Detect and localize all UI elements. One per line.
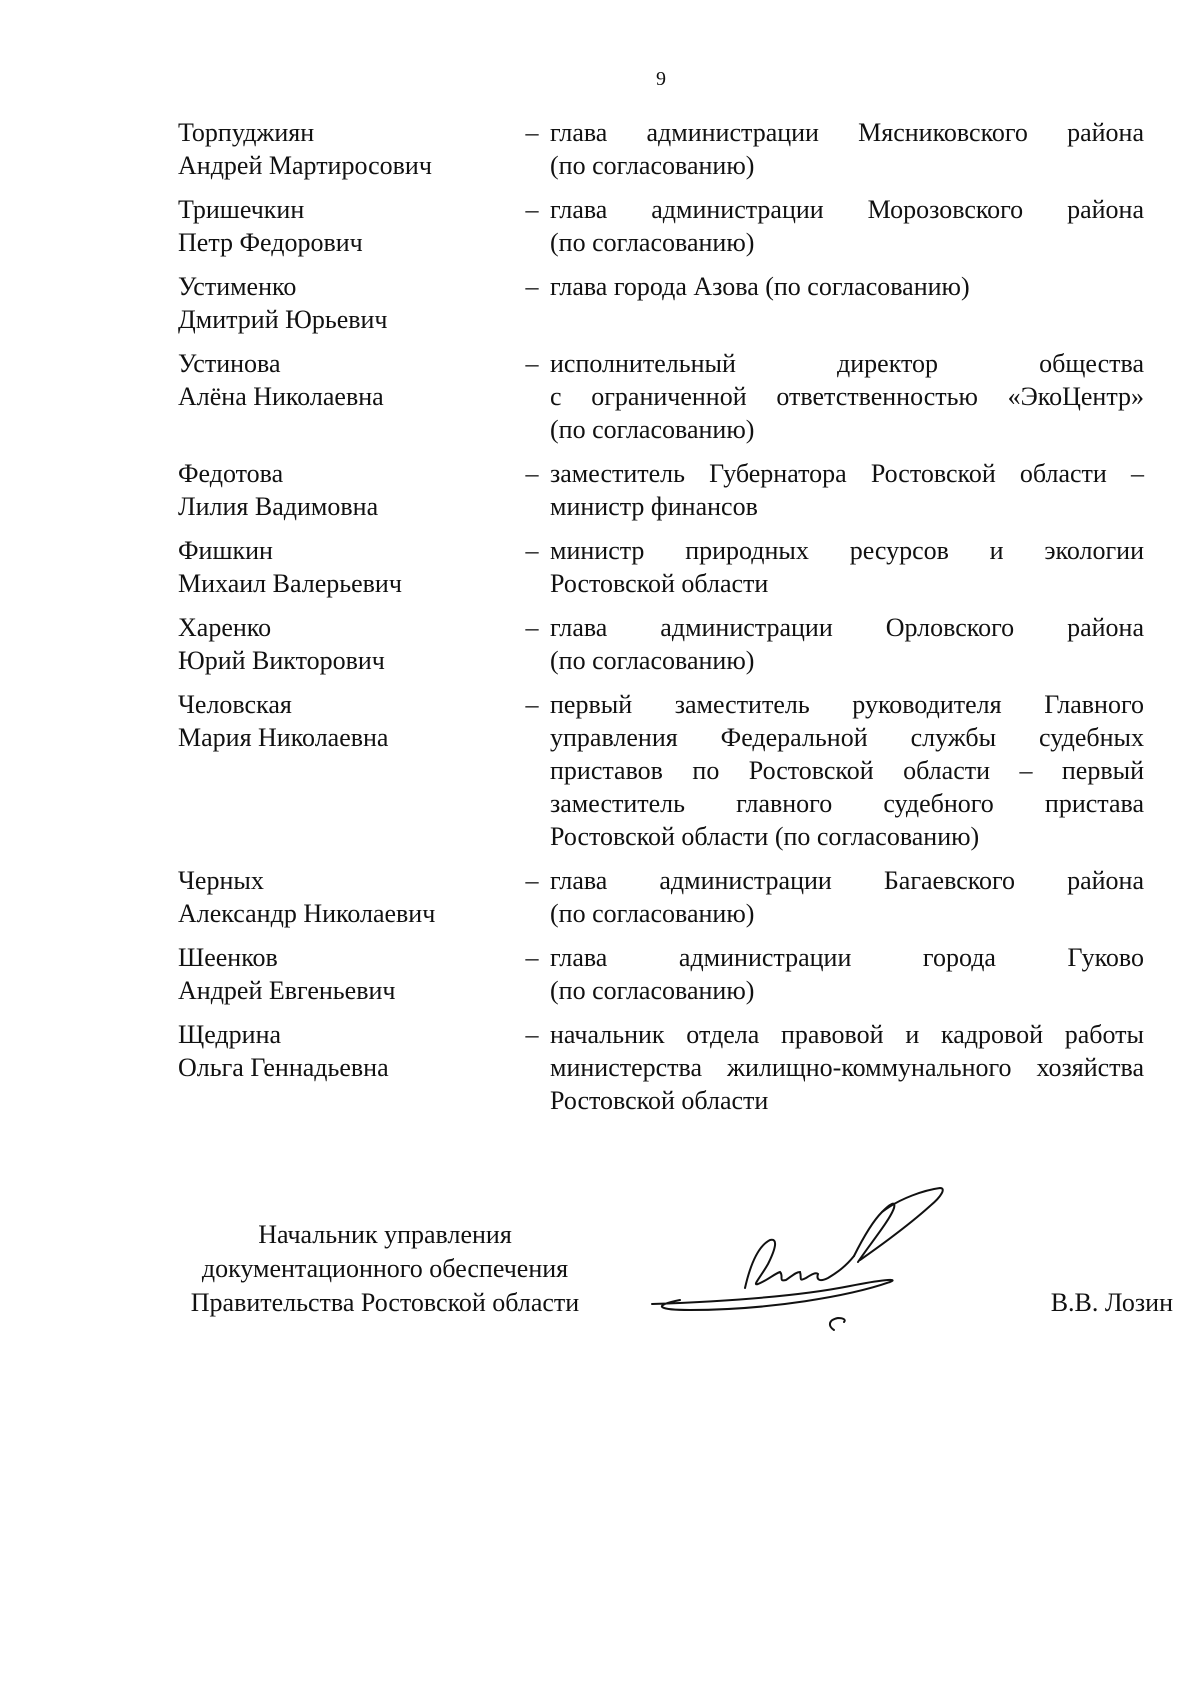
- member-given-names: Алёна Николаевна: [178, 382, 384, 411]
- member-surname: Федотова: [178, 459, 284, 488]
- member-role: [550, 193, 1144, 259]
- member-role-line: приставов по Ростовской области – первый: [550, 756, 1144, 785]
- member-surname: Харенко: [178, 613, 272, 642]
- member-role: [550, 611, 1144, 677]
- member-role-line: Ростовской области: [550, 569, 769, 598]
- member-role-line: министерства жилищно-коммунального хозяйства: [550, 1053, 1144, 1082]
- member-role: [550, 270, 1144, 336]
- member-given-names: Петр Федорович: [178, 228, 363, 257]
- member-role-line: глава города Азова (по согласованию): [550, 272, 970, 301]
- member-role-line: глава администрации города Гуково: [550, 943, 1144, 972]
- member-row: [178, 270, 1148, 336]
- member-role: [550, 347, 1144, 446]
- member-row: [178, 1018, 1148, 1117]
- member-dash: –: [525, 1020, 539, 1049]
- member-role-line: (по согласованию): [550, 976, 755, 1005]
- member-dash: –: [525, 536, 539, 565]
- member-given-names: Дмитрий Юрьевич: [178, 305, 388, 334]
- member-row: [178, 534, 1148, 600]
- member-role-line: министр природных ресурсов и экологии: [550, 536, 1144, 565]
- signatory-position-line: Правительства Ростовской области: [190, 1288, 580, 1317]
- member-surname: Шеенков: [178, 943, 278, 972]
- member-role: [550, 116, 1144, 182]
- member-role-line: глава администрации Морозовского района: [550, 195, 1144, 224]
- member-role-line: глава администрации Орловского района: [550, 613, 1144, 642]
- member-name: [178, 611, 514, 677]
- members-list: [178, 116, 1148, 1128]
- member-surname: Черных: [178, 866, 264, 895]
- member-row: [178, 193, 1148, 259]
- member-row: [178, 688, 1148, 853]
- member-role-line: глава администрации Багаевского района: [550, 866, 1144, 895]
- member-role-line: управления Федеральной службы судебных: [550, 723, 1144, 752]
- member-given-names: Андрей Мартиросович: [178, 151, 432, 180]
- member-surname: Устименко: [178, 272, 297, 301]
- member-role-line: (по согласованию): [550, 646, 755, 675]
- member-role-line: (по согласованию): [550, 151, 755, 180]
- member-row: [178, 457, 1148, 523]
- member-role-line: (по согласованию): [550, 415, 755, 444]
- member-dash: –: [525, 459, 539, 488]
- member-role-line: министр финансов: [550, 492, 758, 521]
- member-dash: –: [525, 272, 539, 301]
- member-dash: –: [525, 118, 539, 147]
- signatory-name: В.В. Лозин: [1050, 1288, 1173, 1317]
- signatory-position: [160, 1218, 610, 1320]
- member-name: [178, 193, 514, 259]
- member-role-line: Ростовской области (по согласованию): [550, 822, 980, 851]
- member-role: [550, 941, 1144, 1007]
- member-role: [550, 688, 1144, 853]
- member-role-line: исполнительный директор общества: [550, 349, 1144, 378]
- member-row: [178, 864, 1148, 930]
- member-role-line: глава администрации Мясниковского района: [550, 118, 1144, 147]
- signatory-position-line: Начальник управления: [258, 1220, 512, 1249]
- member-role: [550, 457, 1144, 523]
- member-given-names: Лилия Вадимовна: [178, 492, 379, 521]
- member-role-line: начальник отдела правовой и кадровой работы: [550, 1020, 1144, 1049]
- member-given-names: Юрий Викторович: [178, 646, 385, 675]
- page-number: 9: [656, 68, 666, 90]
- member-role-line: (по согласованию): [550, 899, 755, 928]
- member-surname: Щедрина: [178, 1020, 282, 1049]
- member-surname: Тришечкин: [178, 195, 305, 224]
- handwritten-signature: [650, 1186, 980, 1336]
- member-role-line: с ограниченной ответственностью «ЭкоЦентр»: [550, 382, 1144, 411]
- member-name: [178, 941, 514, 1007]
- member-role: [550, 864, 1144, 930]
- signature-block: [160, 1218, 1173, 1368]
- member-row: [178, 116, 1148, 182]
- member-dash: –: [525, 349, 539, 378]
- member-role-line: заместитель главного судебного пристава: [550, 789, 1144, 818]
- member-name: [178, 688, 514, 853]
- member-given-names: Ольга Геннадьевна: [178, 1053, 389, 1082]
- member-dash: –: [525, 866, 539, 895]
- member-name: [178, 116, 514, 182]
- member-given-names: Мария Николаевна: [178, 723, 389, 752]
- member-given-names: Андрей Евгеньевич: [178, 976, 396, 1005]
- member-role-line: (по согласованию): [550, 228, 755, 257]
- member-dash: –: [525, 690, 539, 719]
- member-role-line: заместитель Губернатора Ростовской области –: [550, 459, 1144, 488]
- member-role-line: первый заместитель руководителя Главного: [550, 690, 1144, 719]
- member-surname: Торпуджиян: [178, 118, 315, 147]
- member-role: [550, 1018, 1144, 1117]
- member-dash: –: [525, 195, 539, 224]
- member-surname: Устинова: [178, 349, 281, 378]
- member-role-line: Ростовской области: [550, 1086, 769, 1115]
- member-surname: Фишкин: [178, 536, 273, 565]
- member-name: [178, 270, 514, 336]
- member-name: [178, 457, 514, 523]
- member-name: [178, 1018, 514, 1117]
- member-given-names: Александр Николаевич: [178, 899, 436, 928]
- member-role: [550, 534, 1144, 600]
- member-name: [178, 534, 514, 600]
- member-name: [178, 864, 514, 930]
- member-dash: –: [525, 943, 539, 972]
- member-given-names: Михаил Валерьевич: [178, 569, 402, 598]
- member-name: [178, 347, 514, 446]
- member-row: [178, 941, 1148, 1007]
- member-dash: –: [525, 613, 539, 642]
- member-surname: Человская: [178, 690, 292, 719]
- member-row: [178, 611, 1148, 677]
- member-row: [178, 347, 1148, 446]
- signatory-position-line: документационного обеспечения: [201, 1254, 569, 1283]
